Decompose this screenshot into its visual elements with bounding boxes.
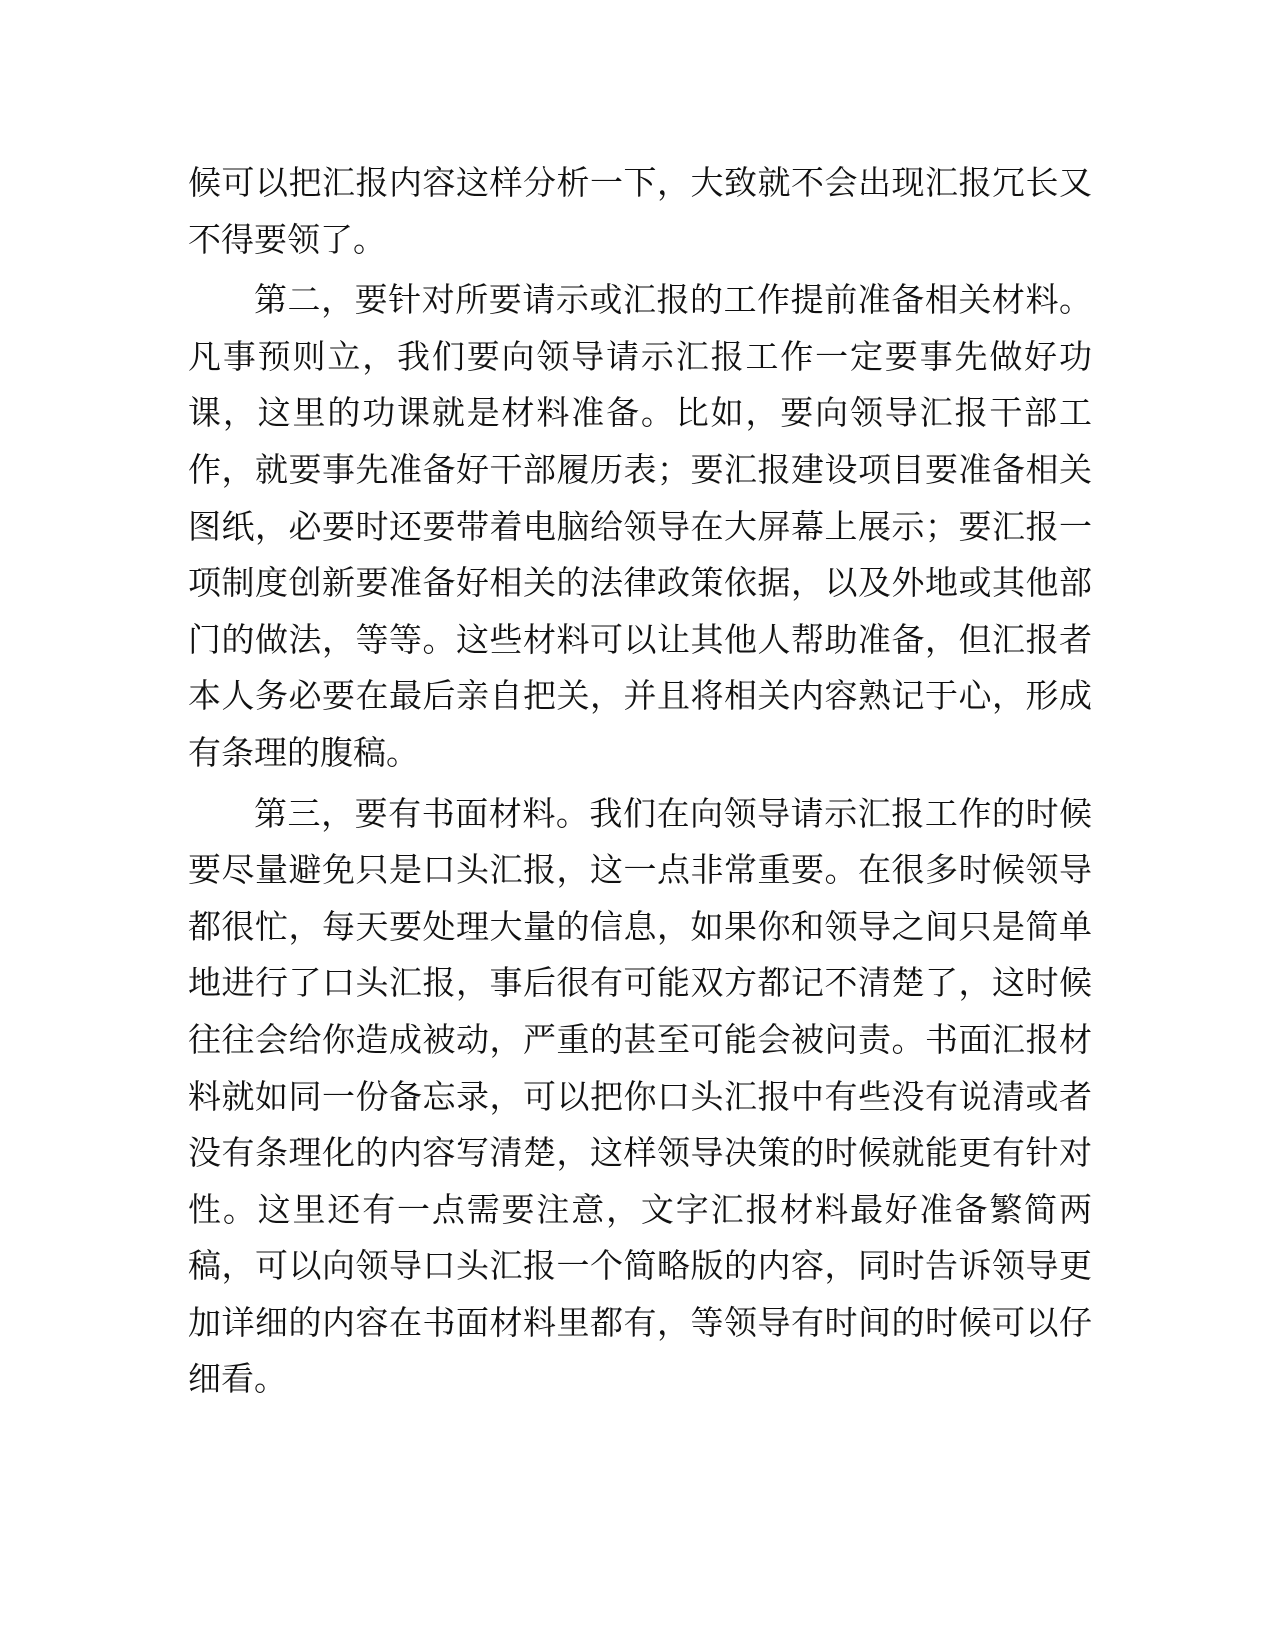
document-body (188, 155, 1092, 1412)
paragraph-third-point: 第三，要有书面材料。我们在向领导请示汇报工作的时候要尽量避免只是口头汇报，这一点非常重要。在很多时候领导都很忙，每天要处理大量的信息，如果你和领导之间只是简单地进行了口头汇报，事后很有可能双方都记不清楚了，这时候往往会给你造成被动，严重的甚至可能会被问责。书面汇报材料就如同一份备忘录，可以把你口头汇报中有些没有说清或者没有条理化的内容写清楚，这样领导决策的时候就能更有针对性。这里还有一点需要注意，文字汇报材料最好准备繁简两稿，可以向领导口头汇报一个简略版的内容，同时告诉领导更加详细的内容在书面材料里都有，等领导有时间的时候可以仔细看。 (188, 793, 1092, 1399)
paragraph-continuation: 候可以把汇报内容这样分析一下，大致就不会出现汇报冗长又不得要领了。 (188, 163, 1092, 259)
paragraph-second-point: 第二，要针对所要请示或汇报的工作提前准备相关材料。凡事预则立，我们要向领导请示汇报工作一定要事先做好功课，这里的功课就是材料准备。比如，要向领导汇报干部工作，就要事先准备好干部履历表；要汇报建设项目要准备相关图纸，必要时还要带着电脑给领导在大屏幕上展示；要汇报一项制度创新要准备好相关的法律政策依据，以及外地或其他部门的做法，等等。这些材料可以让其他人帮助准备，但汇报者本人务必要在最后亲自把关，并且将相关内容熟记于心，形成有条理的腹稿。 (188, 280, 1092, 772)
